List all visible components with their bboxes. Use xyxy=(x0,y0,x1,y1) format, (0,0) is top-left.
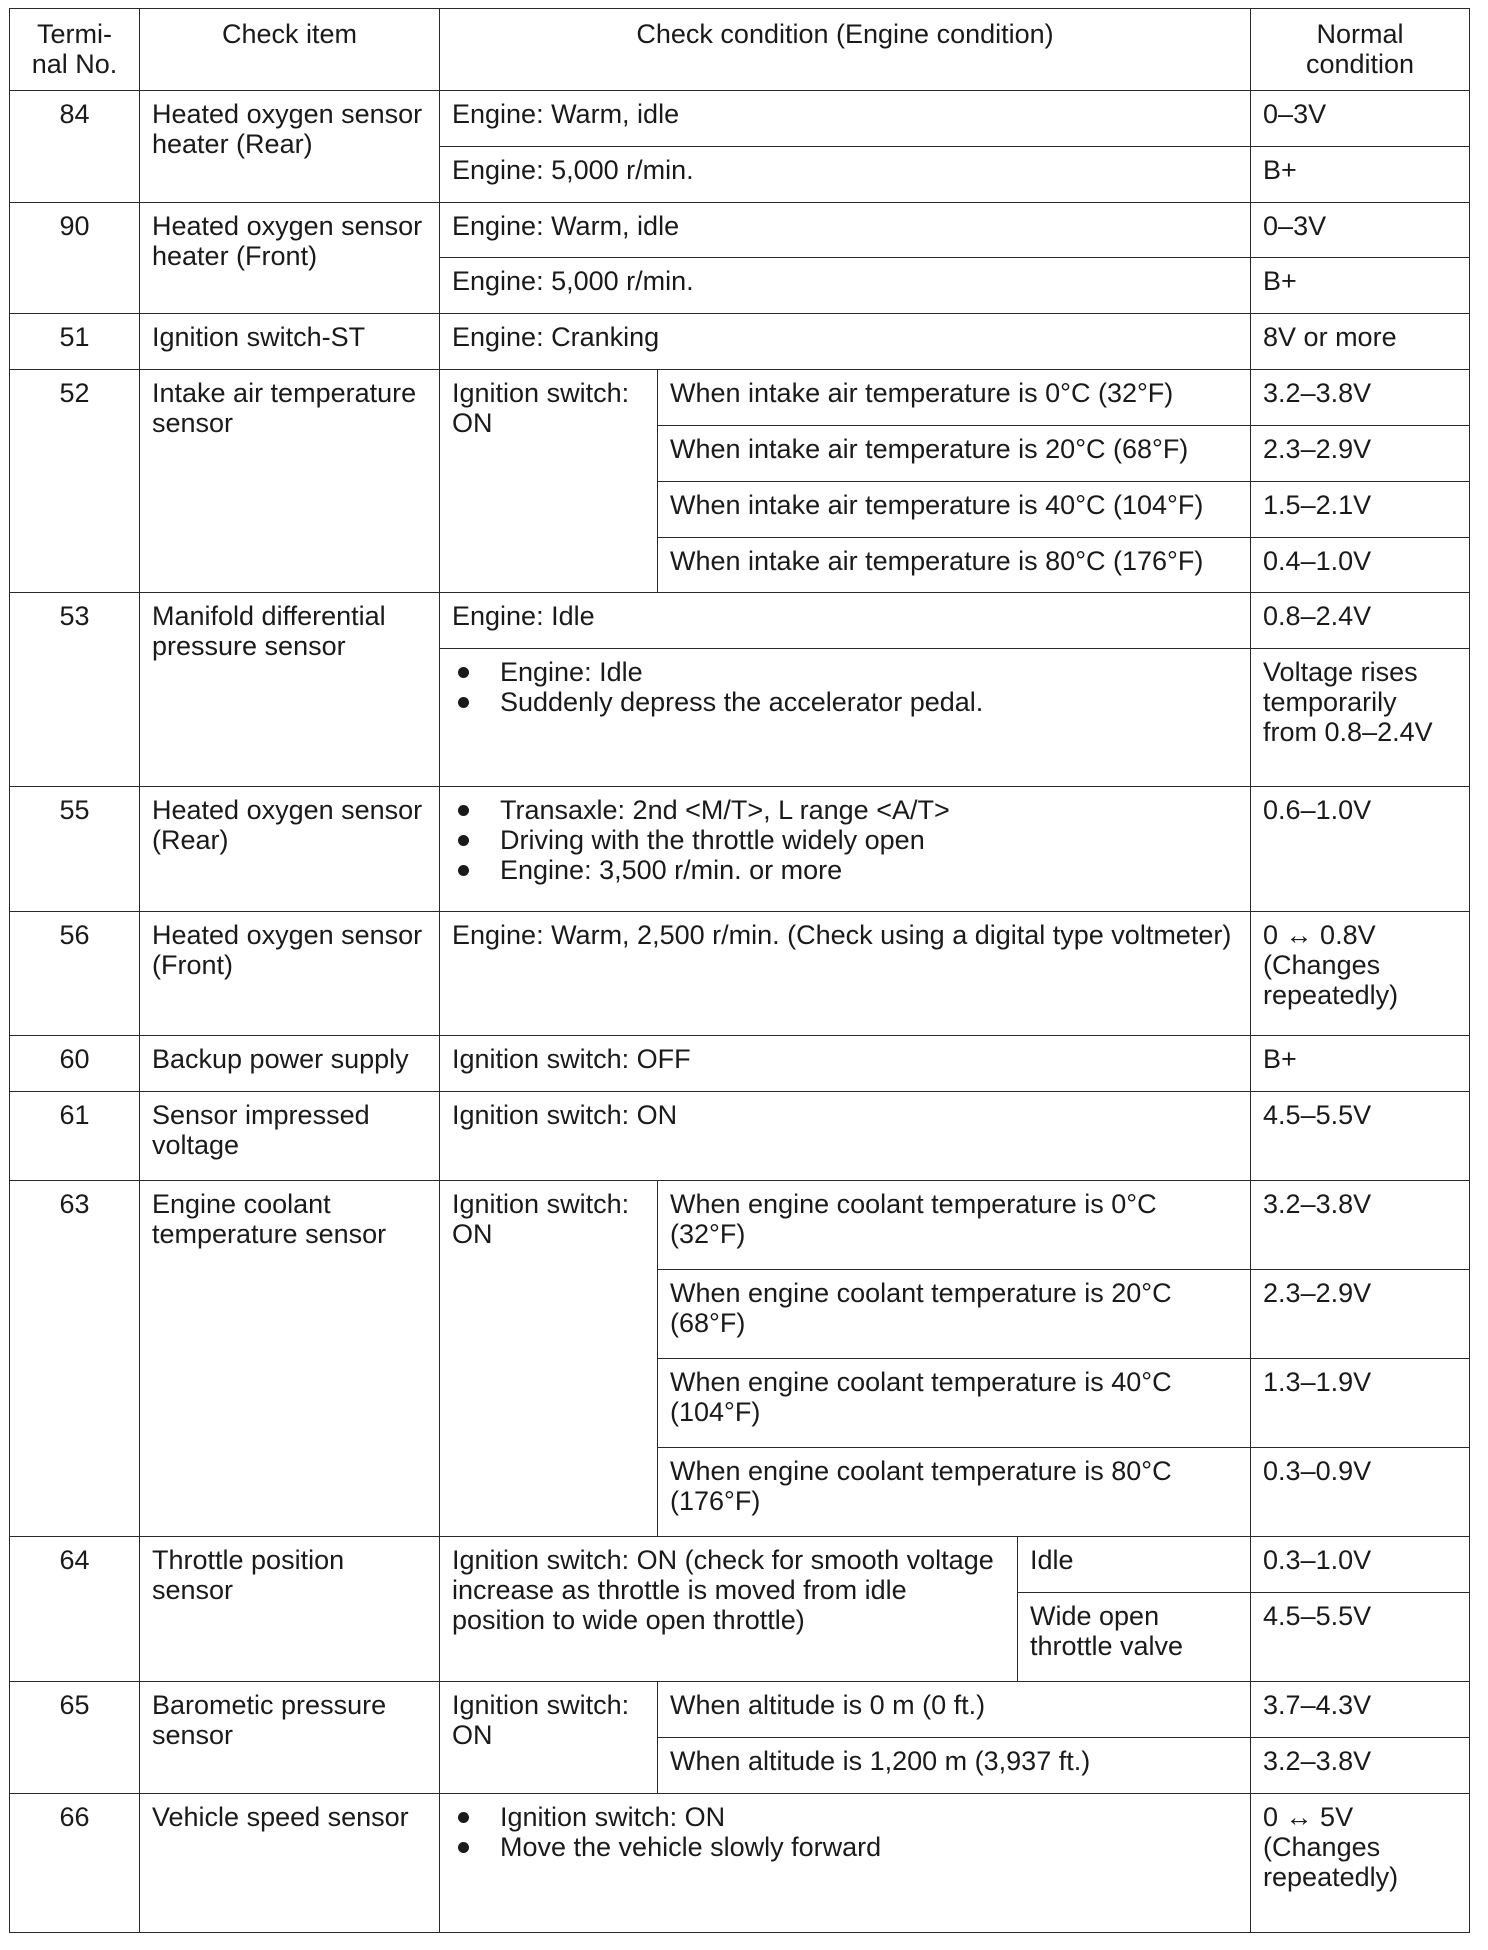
bullet-item: Engine: Idle xyxy=(452,657,1238,687)
check-item: Heated oxygen sensor (Rear) xyxy=(140,786,440,911)
normal-condition: 0–3V xyxy=(1251,202,1470,258)
check-condition: Ignition switch: ON xyxy=(440,1092,1251,1181)
normal-condition: 0–3V xyxy=(1251,91,1470,147)
normal-condition: 0.3–0.9V xyxy=(1251,1448,1470,1537)
check-condition-list xyxy=(440,1793,1251,1932)
bullet-list xyxy=(452,1802,1238,1862)
normal-condition: 2.3–2.9V xyxy=(1251,1270,1470,1359)
check-item: Ignition switch-ST xyxy=(140,314,440,370)
header-terminal-no: Termi- nal No. xyxy=(10,9,140,91)
sub-condition: When engine coolant temperature is 20°C (68°F) xyxy=(658,1270,1251,1359)
check-condition: Engine: 5,000 r/min. xyxy=(440,146,1251,202)
header-check-item: Check item xyxy=(140,9,440,91)
ignition-switch-condition: Ignition switch: ON xyxy=(440,370,658,593)
sub-condition: When altitude is 0 m (0 ft.) xyxy=(658,1682,1251,1738)
terminal-number: 64 xyxy=(10,1537,140,1682)
check-condition: Engine: Warm, 2,500 r/min. (Check using a digital type voltmeter) xyxy=(440,911,1251,1036)
check-item: Vehicle speed sensor xyxy=(140,1793,440,1932)
normal-condition: Voltage rises temporarily from 0.8–2.4V xyxy=(1251,649,1470,787)
check-condition-list xyxy=(440,786,1251,911)
normal-condition: 3.2–3.8V xyxy=(1251,1181,1470,1270)
terminal-number: 84 xyxy=(10,91,140,203)
terminal-number: 65 xyxy=(10,1682,140,1794)
terminal-number: 55 xyxy=(10,786,140,911)
bullet-item: Move the vehicle slowly forward xyxy=(452,1832,1238,1862)
sub-condition: When intake air temperature is 20°C (68°F) xyxy=(658,425,1251,481)
check-item: Backup power supply xyxy=(140,1036,440,1092)
normal-condition: 0.6–1.0V xyxy=(1251,786,1470,911)
sub-condition: Idle xyxy=(1018,1537,1251,1593)
table-row xyxy=(10,1537,1470,1593)
table-row xyxy=(10,202,1470,258)
check-condition: Ignition switch: ON (check for smooth voltage increase as throttle is moved from idle position to wide open throttle) xyxy=(440,1537,1018,1682)
sub-condition: When intake air temperature is 80°C (176°F) xyxy=(658,537,1251,593)
terminal-number: 52 xyxy=(10,370,140,593)
sub-condition: When intake air temperature is 40°C (104°F) xyxy=(658,481,1251,537)
normal-condition: 0 ↔ 0.8V (Changes repeatedly) xyxy=(1251,911,1470,1036)
check-item: Heated oxygen sensor heater (Rear) xyxy=(140,91,440,203)
bullet-list xyxy=(452,795,1238,885)
terminal-number: 56 xyxy=(10,911,140,1036)
check-item: Throttle position sensor xyxy=(140,1537,440,1682)
sub-condition: When altitude is 1,200 m (3,937 ft.) xyxy=(658,1738,1251,1794)
ignition-switch-condition: Ignition switch: ON xyxy=(440,1181,658,1537)
normal-condition: 0.3–1.0V xyxy=(1251,1537,1470,1593)
sub-condition: When intake air temperature is 0°C (32°F) xyxy=(658,370,1251,426)
header-check-condition: Check condition (Engine condition) xyxy=(440,9,1251,91)
bullet-item: Engine: 3,500 r/min. or more xyxy=(452,855,1238,885)
check-item: Heated oxygen sensor (Front) xyxy=(140,911,440,1036)
terminal-number: 90 xyxy=(10,202,140,314)
check-condition: Engine: Cranking xyxy=(440,314,1251,370)
normal-condition: B+ xyxy=(1251,146,1470,202)
bullet-item: Driving with the throttle widely open xyxy=(452,825,1238,855)
sub-condition: When engine coolant temperature is 0°C (32°F) xyxy=(658,1181,1251,1270)
normal-condition: 0 ↔ 5V (Changes repeatedly) xyxy=(1251,1793,1470,1932)
normal-condition: 1.3–1.9V xyxy=(1251,1359,1470,1448)
check-condition: Ignition switch: OFF xyxy=(440,1036,1251,1092)
normal-condition: 4.5–5.5V xyxy=(1251,1593,1470,1682)
normal-condition: B+ xyxy=(1251,1036,1470,1092)
bullet-list xyxy=(452,657,1238,717)
check-condition: Engine: Warm, idle xyxy=(440,91,1251,147)
terminal-number: 51 xyxy=(10,314,140,370)
table-row xyxy=(10,786,1470,911)
check-condition: Engine: 5,000 r/min. xyxy=(440,258,1251,314)
normal-condition: 0.4–1.0V xyxy=(1251,537,1470,593)
table-row xyxy=(10,370,1470,426)
normal-condition: B+ xyxy=(1251,258,1470,314)
table-row xyxy=(10,1092,1470,1181)
sub-condition: Wide open throttle valve xyxy=(1018,1593,1251,1682)
check-item: Heated oxygen sensor heater (Front) xyxy=(140,202,440,314)
terminal-check-table xyxy=(9,8,1470,1933)
normal-condition: 8V or more xyxy=(1251,314,1470,370)
table-row xyxy=(10,911,1470,1036)
check-condition: Engine: Warm, idle xyxy=(440,202,1251,258)
check-item: Sensor impressed voltage xyxy=(140,1092,440,1181)
terminal-number: 66 xyxy=(10,1793,140,1932)
terminal-number: 53 xyxy=(10,593,140,787)
normal-condition: 3.2–3.8V xyxy=(1251,1738,1470,1794)
check-item: Manifold differential pressure sensor xyxy=(140,593,440,787)
terminal-number: 63 xyxy=(10,1181,140,1537)
terminal-number: 61 xyxy=(10,1092,140,1181)
sub-condition: When engine coolant temperature is 40°C (104°F) xyxy=(658,1359,1251,1448)
terminal-number: 60 xyxy=(10,1036,140,1092)
bullet-item: Transaxle: 2nd <M/T>, L range <A/T> xyxy=(452,795,1238,825)
table-row xyxy=(10,1181,1470,1270)
table-row xyxy=(10,1793,1470,1932)
table-row xyxy=(10,1682,1470,1738)
normal-condition: 3.7–4.3V xyxy=(1251,1682,1470,1738)
header-normal-condition: Normal condition xyxy=(1251,9,1470,91)
normal-condition: 0.8–2.4V xyxy=(1251,593,1470,649)
bullet-item: Ignition switch: ON xyxy=(452,1802,1238,1832)
normal-condition: 3.2–3.8V xyxy=(1251,370,1470,426)
check-condition-list xyxy=(440,649,1251,787)
check-item: Engine coolant temperature sensor xyxy=(140,1181,440,1537)
normal-condition: 4.5–5.5V xyxy=(1251,1092,1470,1181)
bullet-item: Suddenly depress the accelerator pedal. xyxy=(452,687,1238,717)
table-row xyxy=(10,91,1470,147)
table-row xyxy=(10,593,1470,649)
normal-condition: 2.3–2.9V xyxy=(1251,425,1470,481)
header-row xyxy=(10,9,1470,91)
ignition-switch-condition: Ignition switch: ON xyxy=(440,1682,658,1794)
check-item: Intake air temperature sensor xyxy=(140,370,440,593)
check-item: Barometic pressure sensor xyxy=(140,1682,440,1794)
table-row xyxy=(10,314,1470,370)
normal-condition: 1.5–2.1V xyxy=(1251,481,1470,537)
table-row xyxy=(10,1036,1470,1092)
sub-condition: When engine coolant temperature is 80°C (176°F) xyxy=(658,1448,1251,1537)
check-condition: Engine: Idle xyxy=(440,593,1251,649)
